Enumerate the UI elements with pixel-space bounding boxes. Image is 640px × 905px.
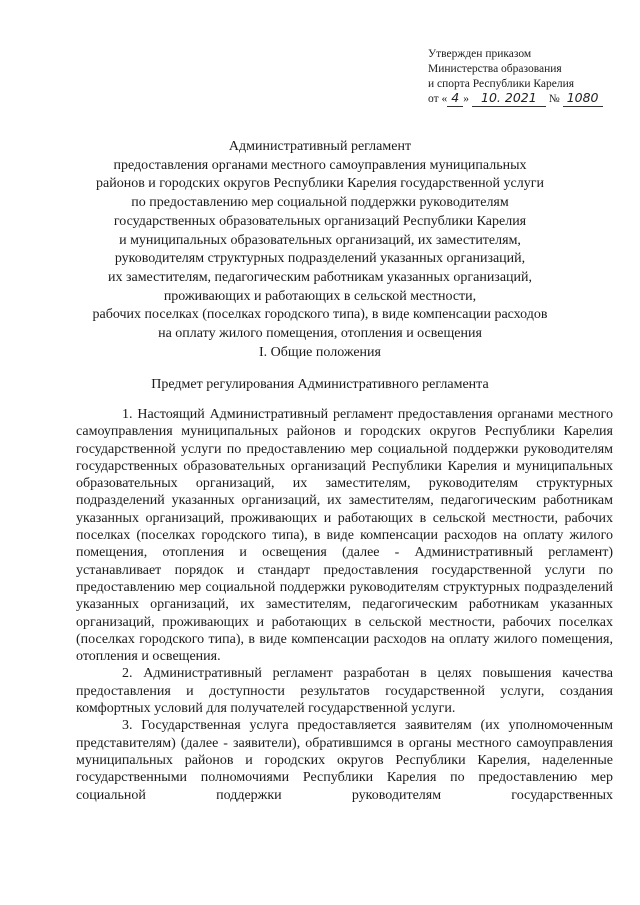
approval-stamp xyxy=(428,47,628,107)
handwritten-day: 4 xyxy=(447,91,463,107)
section-heading: I. Общие положения xyxy=(259,345,381,360)
title-line: рабочих поселках (поселках городского типа), в виде компенсации расходов xyxy=(92,307,548,323)
approval-line: и спорта Республики Карелия xyxy=(428,77,575,90)
document-body xyxy=(76,406,613,804)
date-prefix: от « xyxy=(428,93,448,106)
approval-line: Министерства образования xyxy=(428,62,562,75)
title-line: районов и городских округов Республики Карелия государственной услуги xyxy=(96,176,544,192)
document-title xyxy=(60,138,580,344)
handwritten-month-year: 10. 2021 xyxy=(472,91,546,107)
title-line: Административный регламент xyxy=(228,139,412,154)
date-mid: » xyxy=(463,93,469,106)
subsection-heading: Предмет регулирования Административного регламента xyxy=(151,377,489,392)
number-prefix: № xyxy=(548,93,560,106)
title-line: проживающих и работающих в сельской местности, xyxy=(163,288,477,304)
paragraph-1: 1. Настоящий Административный регламент предоставления органами местного самоуправления муниципальных районов и городских округов Республики Карелия государственной услуги по предоставлению мер социальной поддержки руководителям государственных образовательных организаций Республики Карелия и муниципальных образовательных организаций, их заместителям, руководителям структурных подразделений указанных организаций, их заместителям, педагогическим работникам указанных организаций, проживающих и работающих в сельской местности, рабочих поселках (поселках городского типа), в виде компенсации расходов на оплату жилого помещения, отопления и освещения (далее - Административный регламент) устанавливает порядок и стандарт предоставления государственной услуги по предоставлению мер социальной поддержки руководителям структурных подразделений указанных организаций, их заместителям, педагогическим работникам указанных организаций, проживающих и работающих в сельской местности, рабочих поселках (поселках городского типа), в виде компенсации расходов на оплату жилого помещения, отопления и освещения. xyxy=(76,407,613,665)
title-line: руководителям структурных подразделений указанных организаций, xyxy=(114,251,526,267)
title-line: по предоставлению мер социальной поддержки руководителям xyxy=(131,195,509,211)
approval-line: Утвержден приказом xyxy=(428,48,532,60)
paragraph-3: 3. Государственная услуга предоставляется заявителям (их уполномоченным представителям) (далее - заявители), обратившимся в органы местного самоуправления муниципальных районов и городских округов Республики Карелия, наделенные государственными полномочиями Республики Карелия по предоставлению мер социальной поддержки руководителям государственных xyxy=(76,718,613,803)
title-line: на оплату жилого помещения, отопления и освещения xyxy=(158,326,482,342)
title-line: и муниципальных образовательных организаций, их заместителям, xyxy=(119,232,521,248)
title-line: предоставления органами местного самоуправления муниципальных xyxy=(113,157,527,173)
approval-date-line xyxy=(428,91,628,107)
handwritten-number: 1080 xyxy=(563,91,603,107)
title-line: государственных образовательных организаций Республики Карелия xyxy=(113,213,527,229)
paragraph-2: 2. Административный регламент разработан в целях повышения качества предоставления и доступности результатов государственной услуги, создания комфортных условий для получателей государственной услуги. xyxy=(76,666,613,717)
title-line: их заместителям, педагогическим работникам указанных организаций, xyxy=(107,269,533,285)
